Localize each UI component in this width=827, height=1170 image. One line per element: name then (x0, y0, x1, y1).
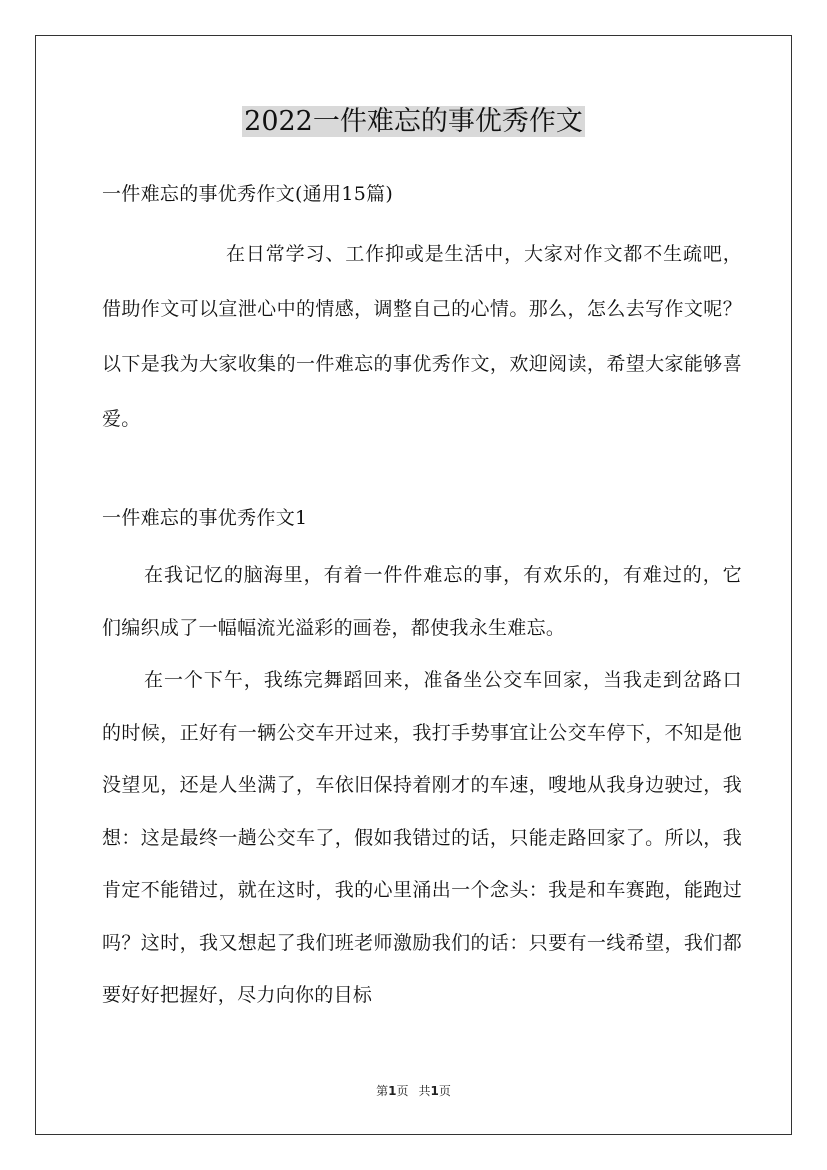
essay-paragraph-2: 在一个下午，我练完舞蹈回来，准备坐公交车回家，当我走到岔路口的时候，正好有一辆公交车开过来，我打手势事宜让公交车停下，不知是他没望见，还是人坐满了，车依旧保持着刚才的车速，嗖地从我身边驶过，我想：这是最终一趟公交车了，假如我错过的话，只能走路回家了。所以，我肯定不能错过，就在这时，我的心里涌出一个念头：我是和车赛跑，能跑过吗？这时，我又想起了我们班老师激励我们的话：只要有一线希望，我们都要好好把握好，尽力向你的目标 (102, 669, 742, 1006)
essay-paragraph-1: 在我记忆的脑海里，有着一件件难忘的事，有欢乐的，有难过的，它们编织成了一幅幅流光溢彩的画卷，都使我永生难忘。 (102, 564, 742, 639)
document-title (0, 102, 827, 142)
footer-prefix-2: 共 (418, 1084, 431, 1098)
intro-paragraph: 在日常学习、工作抑或是生活中，大家对作文都不生疏吧，借助作文可以宣泄心中的情感，调整自己的心情。那么，怎么去写作文呢？以下是我为大家收集的一件难忘的事优秀作文，欢迎阅读，希望大家能够喜爱。 (102, 243, 742, 430)
footer-suffix-1: 页 (396, 1084, 409, 1098)
page-footer (0, 1082, 827, 1100)
footer-page-current: 1 (388, 1084, 397, 1098)
footer-suffix-2: 页 (438, 1084, 451, 1098)
document-subtitle: 一件难忘的事优秀作文(通用15篇) (102, 183, 394, 205)
essay-body (102, 549, 742, 1022)
intro-section (102, 227, 742, 447)
footer-page-total: 1 (430, 1084, 439, 1098)
document-title-text: 2022一件难忘的事优秀作文 (244, 106, 583, 137)
footer-prefix-1: 第 (376, 1084, 389, 1098)
section-heading: 一件难忘的事优秀作文1 (102, 507, 308, 529)
